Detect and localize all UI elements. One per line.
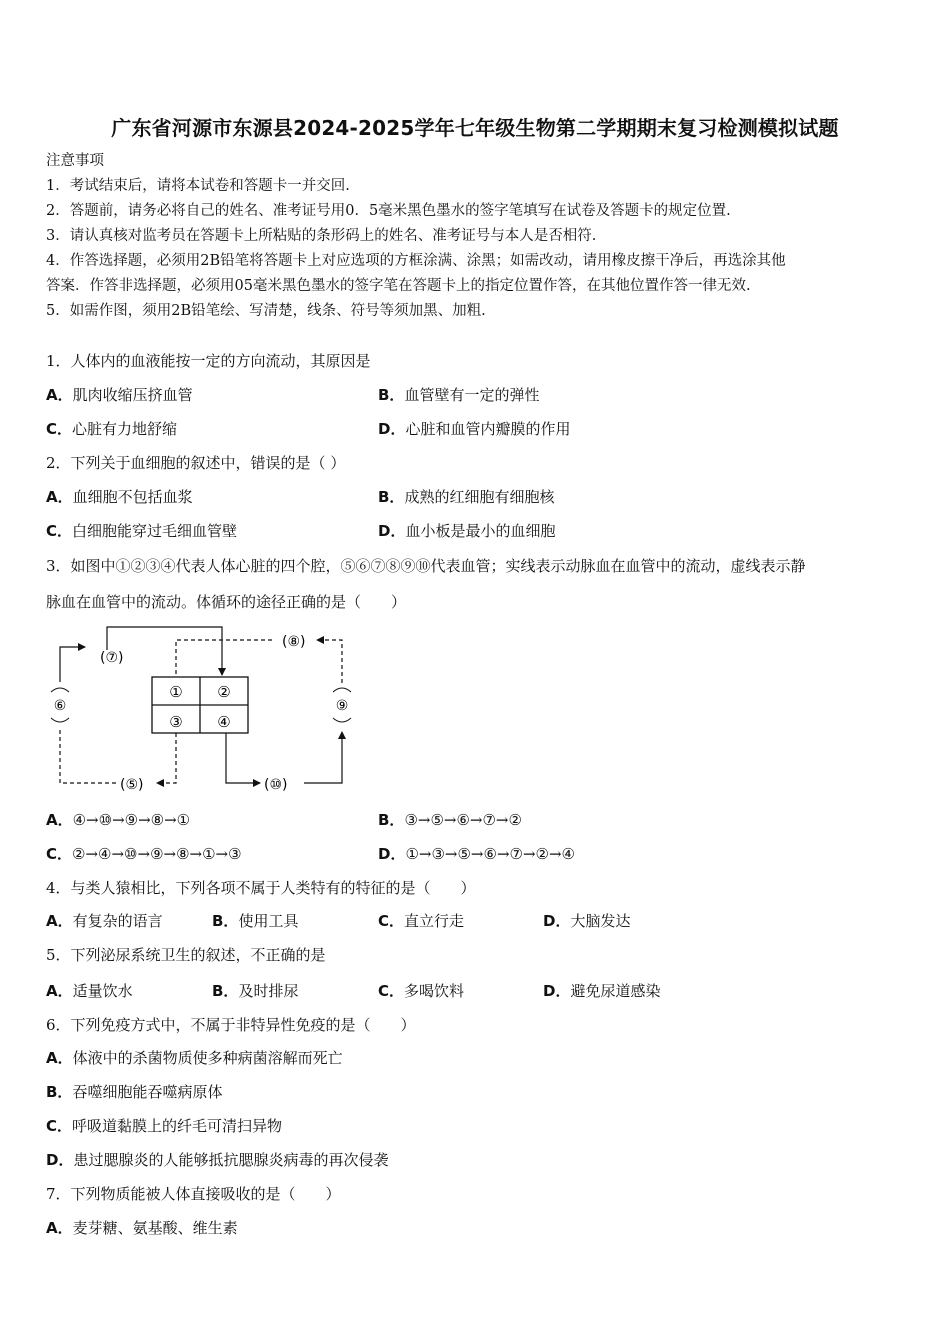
option-text: 使用工具 (238, 912, 299, 930)
option-letter: C． (378, 982, 405, 1000)
option-letter: C． (378, 912, 405, 930)
option-text: 白细胞能穿过毛细血管壁 (72, 522, 238, 540)
vessel-10-to-9-line (304, 732, 342, 783)
q5-option-b (212, 981, 298, 1001)
option-text: 多喝饮料 (404, 982, 465, 1000)
option-text: 麦芽糖、氨基酸、维生素 (72, 1219, 238, 1237)
chamber-1-label: ① (169, 683, 183, 701)
q3-option-d (378, 844, 575, 864)
option-letter: B． (212, 982, 239, 1000)
option-text: 肌肉收缩压挤血管 (72, 386, 193, 404)
q4-option-a (46, 911, 163, 931)
question-3-stem-line1: 3．如图中①②③④代表人体心脏的四个腔，⑤⑥⑦⑧⑨⑩代表血管；实线表示动脉血在血管中的流动，虚线表示静 (46, 557, 806, 575)
option-letter: C． (46, 522, 73, 540)
option-letter: D． (378, 420, 406, 438)
option-text: 心脏和血管内瓣膜的作用 (405, 420, 571, 438)
note-item: 5．如需作图，须用2B铅笔绘、写清楚，线条、符号等须加黑、加粗. (46, 303, 486, 319)
note-item: 答案．作答非选择题，必须用05毫米黑色墨水的签字笔在答题卡上的指定位置作答，在其他位置作答一律无效. (46, 278, 751, 294)
option-letter: B． (46, 1083, 73, 1101)
q7-option-a (46, 1218, 238, 1238)
q1-option-c (46, 419, 177, 439)
q4-option-c (378, 911, 464, 931)
vessel-8-line (176, 640, 272, 677)
q1-option-d (378, 419, 570, 439)
option-text: 有复杂的语言 (72, 912, 163, 930)
vessel-5-line (157, 733, 176, 783)
option-letter: A． (46, 1219, 73, 1237)
option-text: 心脏有力地舒缩 (72, 420, 178, 438)
option-letter: A． (46, 811, 73, 829)
option-text: 患过腮腺炎的人能够抵抗腮腺炎病毒的再次侵袭 (73, 1151, 389, 1169)
option-letter: D． (46, 1151, 74, 1169)
page-title: 广东省河源市东源县2024-2025学年七年级生物第二学期期末复习检测模拟试题 (111, 116, 839, 140)
vessel-7-line (107, 627, 222, 675)
option-letter: D． (543, 912, 571, 930)
option-text: 直立行走 (404, 912, 465, 930)
vessel-8-label: (⑧) (282, 634, 306, 650)
option-text: ①→③→⑤→⑥→⑦→②→④ (405, 845, 575, 863)
option-text: 大脑发达 (570, 912, 631, 930)
vessel-6-label: ⑥ (53, 698, 67, 714)
question-5-stem: 5．下列泌尿系统卫生的叙述，不正确的是 (46, 946, 326, 964)
vessel-6-to-7-line (60, 647, 85, 682)
q4-option-d (543, 911, 630, 931)
q6-option-b (46, 1082, 222, 1102)
option-letter: C． (46, 1117, 73, 1135)
option-letter: C． (46, 420, 73, 438)
option-letter: D． (378, 522, 406, 540)
q2-option-b (378, 487, 554, 507)
option-text: 血管壁有一定的弹性 (404, 386, 540, 404)
option-letter: A． (46, 912, 73, 930)
option-letter: B． (378, 811, 405, 829)
vessel-9-label: ⑨ (335, 698, 349, 714)
option-text: 血细胞不包括血浆 (72, 488, 193, 506)
q3-option-a (46, 810, 190, 830)
q1-option-a (46, 385, 193, 405)
notes-heading: 注意事项 (46, 153, 104, 169)
q2-option-a (46, 487, 193, 507)
chamber-2-label: ② (217, 683, 231, 701)
question-2-stem: 2．下列关于血细胞的叙述中，错误的是（ ） (46, 454, 346, 472)
q6-option-a (46, 1048, 343, 1068)
vessel-5-to-6-line (60, 728, 116, 783)
option-text: 体液中的杀菌物质使多种病菌溶解而死亡 (72, 1049, 343, 1067)
q2-option-d (378, 521, 555, 541)
option-text: 及时排尿 (238, 982, 299, 1000)
question-3-stem-line2: 脉血在血管中的流动。体循环的途径正确的是（ ） (46, 593, 407, 611)
question-7-stem: 7．下列物质能被人体直接吸收的是（ ） (46, 1185, 341, 1203)
q5-option-a (46, 981, 133, 1001)
option-text: 吞噬细胞能吞噬病原体 (72, 1083, 223, 1101)
q1-option-b (378, 385, 539, 405)
option-text: 呼吸道黏膜上的纤毛可清扫异物 (72, 1117, 283, 1135)
q5-option-d (543, 981, 660, 1001)
option-text: 成熟的红细胞有细胞核 (404, 488, 555, 506)
option-letter: A． (46, 982, 73, 1000)
option-text: ②→④→⑩→⑨→⑧→①→③ (72, 845, 242, 863)
chamber-4-label: ④ (217, 713, 231, 731)
option-letter: B． (378, 488, 405, 506)
vessel-7-label: (⑦) (100, 650, 124, 666)
vessel-10-line (226, 733, 260, 783)
option-text: 血小板是最小的血细胞 (405, 522, 556, 540)
note-item: 4．作答选择题，必须用2B铅笔将答题卡上对应选项的方框涂满、涂黑；如需改动，请用橡皮擦干净后，再选涂其他 (46, 253, 786, 269)
option-letter: C． (46, 845, 73, 863)
q3-option-b (378, 810, 522, 830)
question-6-stem: 6．下列免疫方式中，不属于非特异性免疫的是（ ） (46, 1016, 416, 1034)
option-letter: A． (46, 1049, 73, 1067)
note-item: 3．请认真核对监考员在答题卡上所粘贴的条形码上的姓名、准考证号与本人是否相符. (46, 228, 597, 244)
q2-option-c (46, 521, 237, 541)
option-text: ③→⑤→⑥→⑦→② (404, 811, 522, 829)
option-letter: B． (378, 386, 405, 404)
question-1-stem: 1．人体内的血液能按一定的方向流动，其原因是 (46, 352, 371, 370)
option-letter: A． (46, 488, 73, 506)
note-item: 2．答题前，请务必将自己的姓名、准考证号用0．5毫米黑色墨水的签字笔填写在试卷及答题卡的规定位置. (46, 203, 731, 219)
option-letter: D． (378, 845, 406, 863)
q4-option-b (212, 911, 298, 931)
vessel-5-label: (⑤) (120, 777, 144, 793)
q6-option-d (46, 1150, 388, 1170)
q3-option-c (46, 844, 242, 864)
heart-circulation-diagram (40, 620, 370, 805)
option-letter: B． (212, 912, 239, 930)
option-text: 适量饮水 (72, 982, 133, 1000)
q5-option-c (378, 981, 464, 1001)
option-text: 避免尿道感染 (570, 982, 661, 1000)
vessel-9-to-8-line (317, 640, 342, 683)
vessel-10-label: (⑩) (264, 777, 288, 793)
note-item: 1．考试结束后，请将本试卷和答题卡一并交回. (46, 178, 350, 194)
chamber-3-label: ③ (169, 713, 183, 731)
q6-option-c (46, 1116, 282, 1136)
question-4-stem: 4．与类人猿相比，下列各项不属于人类特有的特征的是（ ） (46, 879, 476, 897)
option-letter: A． (46, 386, 73, 404)
option-text: ④→⑩→⑨→⑧→① (72, 811, 191, 829)
option-letter: D． (543, 982, 571, 1000)
